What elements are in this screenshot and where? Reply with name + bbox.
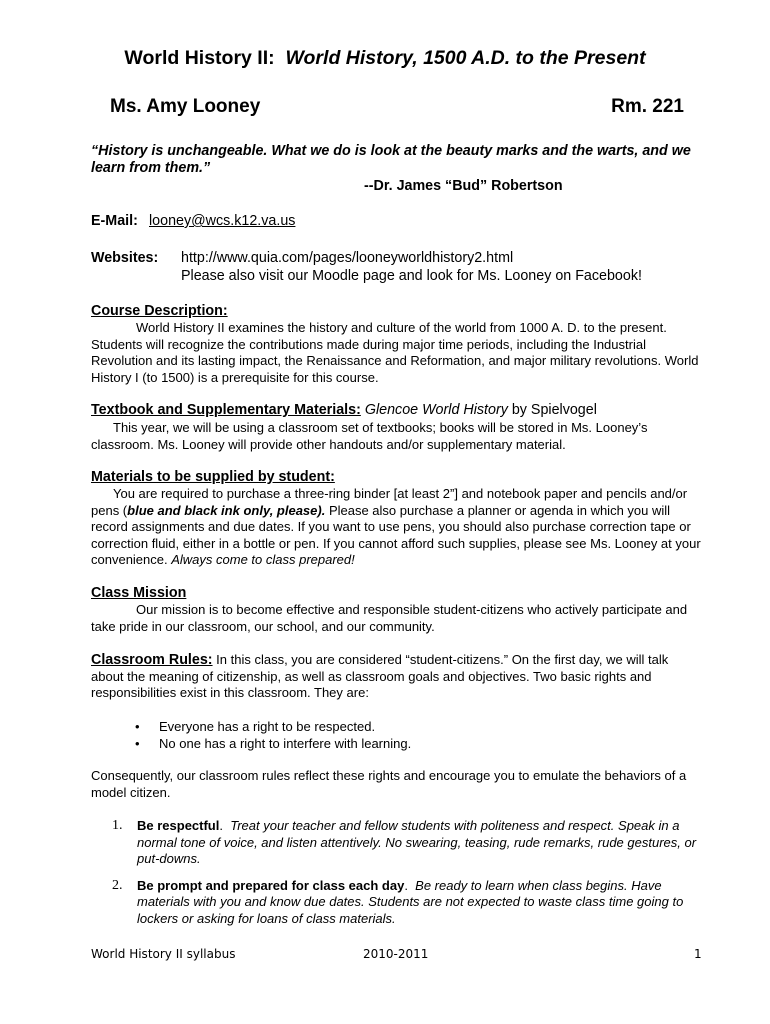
list-item	[91, 718, 411, 735]
rule-description: Be ready to learn when class begins. Have materials with you and know due dates. Students are not expected to waste class time going to lockers or asking for loans of class materials.	[137, 877, 684, 926]
course-description-text: World History II examines the history and culture of the world from 1000 A. D. to the present. Students will recognize the contributions made during major time periods, including the Industrial Revolution and its lasting impact, the Renaissance and Reformation, and major military revolutions. World History I (to 1500) is a prerequisite for this course.	[91, 320, 699, 385]
quote-author: --Dr. James “Bud” Robertson	[364, 178, 563, 194]
list-item: 1. Be respectful. Treat your teacher and fellow students with politeness and respect. Speak in a normal tone of voice, and listen attentively. No swearing, teasing, rude remarks, rude gestures, or put-downs.	[112, 818, 697, 867]
rules-intro-text: In this class, you are considered “student-citizens.” On the first day, we will talk about the meaning of citizenship, as well as classroom goals and objectives. Two basic rights and responsibilities exist in this classroom. They are:	[91, 652, 669, 701]
textbook-heading-line	[91, 402, 597, 418]
room-number: Rm. 221	[611, 96, 684, 117]
rights-list	[91, 718, 411, 752]
textbook-author: by Spielvogel	[511, 402, 597, 418]
textbook-body	[91, 420, 701, 453]
teacher-name: Ms. Amy Looney	[110, 96, 261, 117]
materials-body	[91, 486, 701, 569]
page-title	[0, 47, 770, 70]
rules-heading: Classroom Rules:	[91, 652, 213, 668]
email-link[interactable]: looney@wcs.k12.va.us	[149, 213, 296, 229]
rules-consequently: Consequently, our classroom rules reflect these rights and encourage you to emulate the behaviors of a model citizen.	[91, 768, 687, 800]
materials-text-1: You are required to purchase a three-ring binder [at least 2”] and notebook paper and pencils and/or pens (	[91, 486, 688, 518]
rules-intro	[91, 652, 701, 702]
email-label: E-Mail:	[91, 213, 138, 229]
materials-text-italic: Always come to class prepared!	[171, 552, 355, 568]
rule-title: Be prompt and prepared for class each day	[137, 877, 405, 893]
rights-item-text: Everyone has a right to be respected.	[159, 719, 376, 734]
mission-heading: Class Mission	[91, 585, 187, 601]
materials-heading: Materials to be supplied by student:	[91, 469, 335, 485]
mission-body	[91, 602, 701, 635]
rule-number: 2.	[112, 877, 123, 893]
bullet-icon: •	[135, 736, 140, 751]
mission-text: Our mission is to become effective and responsible student-citizens who actively participate and take pride in our classroom, our school, and our community.	[91, 602, 688, 634]
quote-text: “History is unchangeable. What we do is look at the beauty marks and the warts, and we learn from them.”	[91, 143, 691, 176]
page-number: 1	[694, 947, 702, 961]
course-description-body	[91, 320, 701, 386]
rule-number: 1.	[112, 818, 123, 833]
rule-description: Treat your teacher and fellow students with politeness and respect. Speak in a normal tone of voice, and listen attentively. No swearing, teasing, rude remarks, rude gestures, or put-downs.	[137, 818, 697, 867]
footer-title: World History II syllabus	[91, 947, 236, 961]
website-url[interactable]: http://www.quia.com/pages/looneyworldhistory2.html	[181, 250, 514, 266]
textbook-text: This year, we will be using a classroom set of textbooks; books will be stored in Ms. Looney’s classroom. Ms. Looney will provide other handouts and/or supplementary material.	[91, 420, 648, 452]
rule-title: Be respectful	[137, 818, 220, 833]
list-item: 2. Be prompt and prepared for class each day. Be ready to learn when class begins. Have materials with you and know due dates. Students are not expected to waste class time going to lockers or asking for loans of class materials.	[112, 877, 684, 926]
textbook-heading: Textbook and Supplementary Materials:	[91, 402, 361, 418]
title-prefix: World History II:	[124, 47, 275, 69]
title-subtitle: World History, 1500 A.D. to the Present	[285, 47, 646, 69]
website-note: Please also visit our Moodle page and look for Ms. Looney on Facebook!	[181, 268, 642, 284]
materials-text-2: Please also purchase a planner or agenda in which you will record assignments and due dates. If you want to use pens, you should also purchase correction tape or correction fluid, either in a bottle or pen. If you cannot afford such supplies, please see Ms. Looney at your convenience.	[91, 502, 701, 568]
bullet-icon: •	[135, 719, 140, 734]
course-description-heading: Course Description:	[91, 303, 228, 319]
list-item	[91, 735, 411, 752]
rules-list	[91, 818, 703, 938]
materials-text-emph: blue and black ink only, please).	[127, 502, 326, 518]
rights-item-text: No one has a right to interfere with learning.	[159, 736, 412, 751]
footer-year: 2010-2011	[363, 947, 429, 961]
websites-label: Websites:	[91, 250, 159, 266]
textbook-title: Glencoe World History	[364, 402, 508, 418]
